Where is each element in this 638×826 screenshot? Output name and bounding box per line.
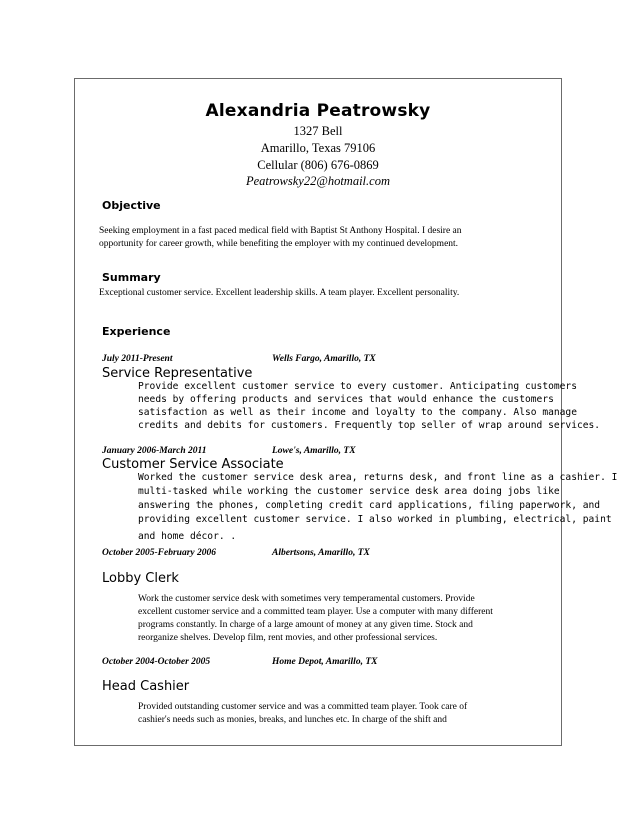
city-state-zip: Amarillo, Texas 79106 xyxy=(260,141,376,155)
job-dates: July 2011-Present xyxy=(102,354,173,364)
job-description-line: credits and debits for customers. Frequently top seller of wrap around services. xyxy=(138,420,601,431)
job-title: Head Cashier xyxy=(102,679,190,694)
job-employer: Wells Fargo, Amarillo, TX xyxy=(272,354,376,364)
objective-line: opportunity for career growth, while benefiting the employer with my continued development. xyxy=(99,239,459,249)
job-description-line: Provide excellent customer service to every customer. Anticipating customers xyxy=(138,381,577,392)
job-description-line: programs constantly. In charge of a large amount of money at any given time. Stock and xyxy=(138,620,473,630)
job-description-line: multi-tasked while working the customer service desk area doing jobs like xyxy=(138,486,560,497)
job-description xyxy=(138,593,493,645)
job-description-line: providing excellent customer service. I also worked in plumbing, electrical, paint xyxy=(138,514,612,525)
job-title: Lobby Clerk xyxy=(102,571,179,586)
summary-text: Exceptional customer service. Excellent leadership skills. A team player. Excellent personality. xyxy=(99,288,460,298)
job-description xyxy=(138,380,600,432)
job-dates: January 2006-March 2011 xyxy=(102,446,207,456)
summary-heading: Summary xyxy=(102,271,161,284)
job-description xyxy=(138,701,467,727)
job-description-line: Work the customer service desk with sometimes very temperamental customers. Provide xyxy=(138,594,475,604)
job-title: Service Representative xyxy=(102,366,253,381)
job-description-line: satisfaction as well as their income and loyalty to the company. Also manage xyxy=(138,407,577,418)
job-dates: October 2004-October 2005 xyxy=(102,657,211,667)
job-employer: Albertsons, Amarillo, TX xyxy=(272,548,370,558)
objective-line: Seeking employment in a fast paced medical field with Baptist St Anthony Hospital. I desire an xyxy=(99,226,462,236)
job-dates: October 2005-February 2006 xyxy=(102,548,216,558)
objective-text xyxy=(99,225,462,251)
phone-number: Cellular (806) 676-0869 xyxy=(257,158,379,172)
job-description-line: cashier's needs such as monies, breaks, and lunches etc. In charge of the shift and xyxy=(138,715,447,725)
job-title: Customer Service Associate xyxy=(102,457,284,472)
applicant-name: Alexandria Peatrowsky xyxy=(205,101,431,121)
job-employer: Home Depot, Amarillo, TX xyxy=(272,657,378,667)
job-description-line: excellent customer service and a committed team player. Use a computer with many different xyxy=(138,607,493,617)
street-address: 1327 Bell xyxy=(293,124,343,138)
job-description-line: needs by offering products and services that would enhance the customers xyxy=(138,394,554,405)
job-description-line: answering the phones, completing credit card applications, filing paperwork, and xyxy=(138,500,601,511)
job-description-line: Worked the customer service desk area, returns desk, and front line as a cashier. I xyxy=(138,472,618,483)
job-description-line: reorganize shelves. Develop film, rent movies, and other professional services. xyxy=(138,633,438,643)
job-description-line: and home décor. . xyxy=(138,531,237,542)
job-description xyxy=(138,471,617,544)
job-description-line: Provided outstanding customer service and was a committed team player. Took care of xyxy=(138,702,468,712)
job-employer: Lowe's, Amarillo, TX xyxy=(272,446,356,456)
experience-heading: Experience xyxy=(102,325,171,338)
resume-page xyxy=(74,78,618,746)
objective-heading: Objective xyxy=(102,199,161,212)
email-address: Peatrowsky22@hotmail.com xyxy=(245,174,390,188)
